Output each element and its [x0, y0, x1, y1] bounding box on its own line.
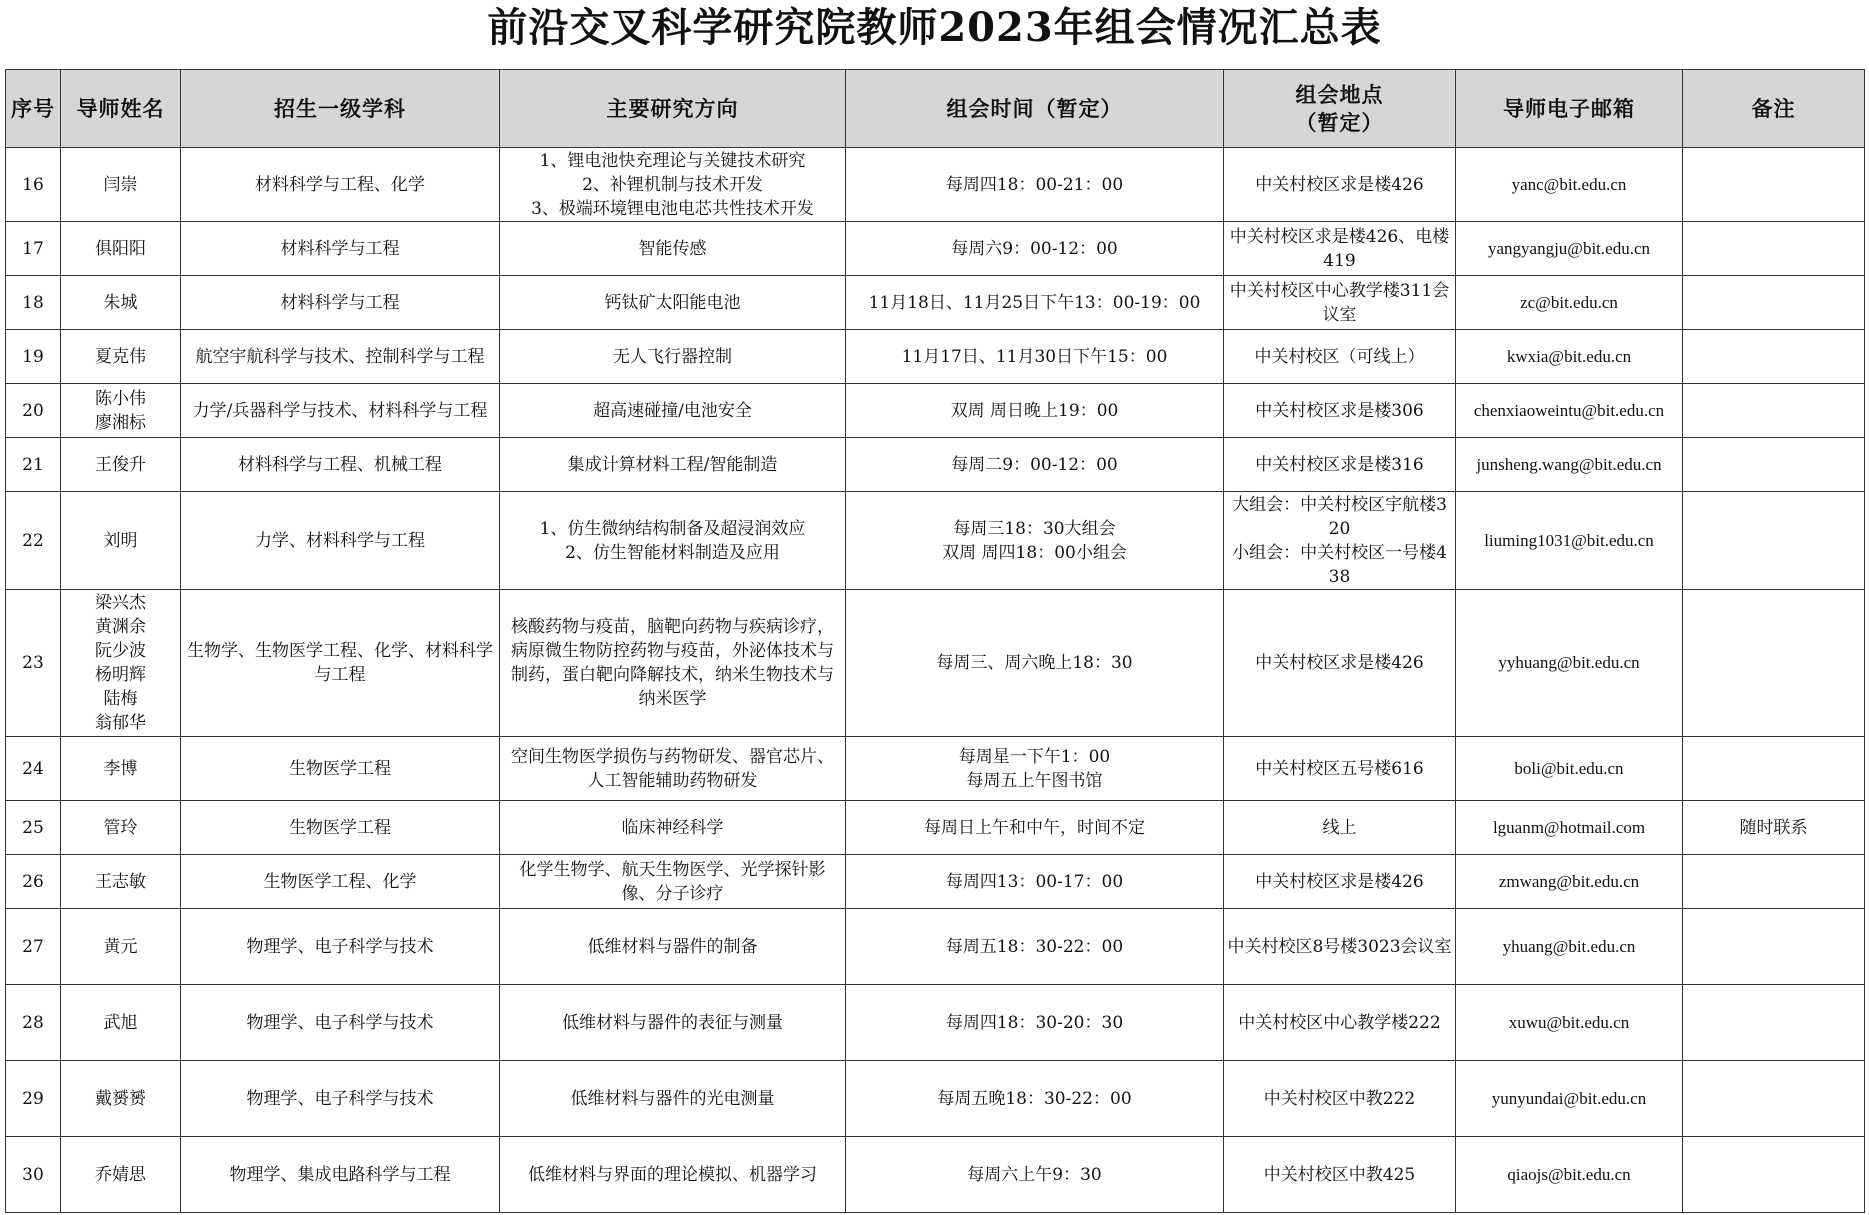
cell-discipline: 物理学、电子科学与技术: [181, 909, 500, 985]
cell-discipline: 物理学、电子科学与技术: [181, 985, 500, 1061]
cell-name: 闫崇: [61, 148, 181, 222]
table-row: [6, 1137, 1865, 1213]
cell-time: 每周星一下午1：00 每周五上午图书馆: [846, 737, 1224, 801]
cell-note: [1683, 384, 1865, 438]
table-row: [6, 590, 1865, 737]
cell-time: 每周四13：00-17：00: [846, 855, 1224, 909]
table-row: [6, 330, 1865, 384]
cell-time: 双周 周日晚上19：00: [846, 384, 1224, 438]
summary-table: [5, 69, 1865, 1213]
cell-research: 智能传感: [500, 222, 846, 276]
cell-place: 中关村校区中教425: [1224, 1137, 1456, 1213]
cell-name: 戴赟赟: [61, 1061, 181, 1137]
cell-email: zc@bit.edu.cn: [1456, 276, 1683, 330]
cell-discipline: 生物学、生物医学工程、化学、材料科学与工程: [181, 590, 500, 737]
cell-name: 管玲: [61, 801, 181, 855]
cell-email: yyhuang@bit.edu.cn: [1456, 590, 1683, 737]
cell-discipline: 材料科学与工程、化学: [181, 148, 500, 222]
header-place: 组会地点 （暂定）: [1224, 70, 1456, 148]
cell-no: 18: [6, 276, 61, 330]
cell-no: 26: [6, 855, 61, 909]
cell-note: [1683, 330, 1865, 384]
cell-research: 临床神经科学: [500, 801, 846, 855]
cell-place: 中关村校区中教222: [1224, 1061, 1456, 1137]
cell-no: 21: [6, 438, 61, 492]
cell-discipline: 材料科学与工程、机械工程: [181, 438, 500, 492]
cell-place: 中关村校区8号楼3023会议室: [1224, 909, 1456, 985]
cell-research: 超高速碰撞/电池安全: [500, 384, 846, 438]
cell-note: [1683, 590, 1865, 737]
cell-discipline: 材料科学与工程: [181, 276, 500, 330]
cell-time: 每周五18：30-22：00: [846, 909, 1224, 985]
page-title: 前沿交叉科学研究院教师2023年组会情况汇总表: [487, 4, 1382, 51]
cell-time: 每周日上午和中午，时间不定: [846, 801, 1224, 855]
table-row: [6, 909, 1865, 985]
cell-place: 中关村校区求是楼426、电楼419: [1224, 222, 1456, 276]
cell-place: 中关村校区求是楼306: [1224, 384, 1456, 438]
cell-discipline: 力学/兵器科学与技术、材料科学与工程: [181, 384, 500, 438]
table-row: [6, 438, 1865, 492]
table-row: [6, 492, 1865, 590]
cell-place: 中关村校区（可线上）: [1224, 330, 1456, 384]
cell-research: 无人飞行器控制: [500, 330, 846, 384]
table-row: [6, 985, 1865, 1061]
cell-no: 24: [6, 737, 61, 801]
header-name: 导师姓名: [61, 70, 181, 148]
cell-discipline: 生物医学工程、化学: [181, 855, 500, 909]
cell-name: 乔婧思: [61, 1137, 181, 1213]
cell-no: 29: [6, 1061, 61, 1137]
header-email: 导师电子邮箱: [1456, 70, 1683, 148]
cell-time: 11月18日、11月25日下午13：00-19：00: [846, 276, 1224, 330]
cell-no: 23: [6, 590, 61, 737]
cell-note: [1683, 276, 1865, 330]
cell-no: 19: [6, 330, 61, 384]
cell-place: 中关村校区求是楼426: [1224, 148, 1456, 222]
cell-time: 每周四18：30-20：30: [846, 985, 1224, 1061]
cell-name: 陈小伟 廖湘标: [61, 384, 181, 438]
cell-email: lguanm@hotmail.com: [1456, 801, 1683, 855]
table-row: [6, 148, 1865, 222]
header-research: 主要研究方向: [500, 70, 846, 148]
cell-place: 中关村校区中心教学楼311会议室: [1224, 276, 1456, 330]
cell-no: 30: [6, 1137, 61, 1213]
cell-note: [1683, 1061, 1865, 1137]
cell-place: 中关村校区求是楼426: [1224, 855, 1456, 909]
cell-time: 每周二9：00-12：00: [846, 438, 1224, 492]
cell-discipline: 材料科学与工程: [181, 222, 500, 276]
cell-email: boli@bit.edu.cn: [1456, 737, 1683, 801]
cell-research: 集成计算材料工程/智能制造: [500, 438, 846, 492]
cell-research: 化学生物学、航天生物医学、光学探针影像、分子诊疗: [500, 855, 846, 909]
table-row: [6, 222, 1865, 276]
cell-email: junsheng.wang@bit.edu.cn: [1456, 438, 1683, 492]
cell-time: 每周六上午9：30: [846, 1137, 1224, 1213]
cell-place: 中关村校区五号楼616: [1224, 737, 1456, 801]
cell-place: 大组会：中关村校区宇航楼320 小组会：中关村校区一号楼438: [1224, 492, 1456, 590]
cell-time: 每周三、周六晚上18：30: [846, 590, 1224, 737]
cell-time: 11月17日、11月30日下午15：00: [846, 330, 1224, 384]
cell-email: xuwu@bit.edu.cn: [1456, 985, 1683, 1061]
cell-discipline: 物理学、电子科学与技术: [181, 1061, 500, 1137]
cell-research: 低维材料与器件的表征与测量: [500, 985, 846, 1061]
cell-email: yunyundai@bit.edu.cn: [1456, 1061, 1683, 1137]
cell-note: [1683, 492, 1865, 590]
cell-note: 随时联系: [1683, 801, 1865, 855]
cell-no: 20: [6, 384, 61, 438]
cell-no: 27: [6, 909, 61, 985]
cell-place: 中关村校区求是楼426: [1224, 590, 1456, 737]
cell-research: 低维材料与器件的制备: [500, 909, 846, 985]
cell-discipline: 生物医学工程: [181, 737, 500, 801]
cell-research: 1、仿生微纳结构制备及超浸润效应 2、仿生智能材料制造及应用: [500, 492, 846, 590]
header-row: [6, 70, 1865, 148]
cell-time: 每周三18：30大组会 双周 周四18：00小组会: [846, 492, 1224, 590]
cell-email: chenxiaoweintu@bit.edu.cn: [1456, 384, 1683, 438]
table-row: [6, 801, 1865, 855]
cell-no: 16: [6, 148, 61, 222]
table-row: [6, 737, 1865, 801]
cell-place: 中关村校区中心教学楼222: [1224, 985, 1456, 1061]
cell-note: [1683, 1137, 1865, 1213]
cell-discipline: 生物医学工程: [181, 801, 500, 855]
cell-note: [1683, 148, 1865, 222]
cell-research: 低维材料与界面的理论模拟、机器学习: [500, 1137, 846, 1213]
cell-note: [1683, 438, 1865, 492]
cell-email: kwxia@bit.edu.cn: [1456, 330, 1683, 384]
cell-name: 黄元: [61, 909, 181, 985]
cell-no: 25: [6, 801, 61, 855]
header-note: 备注: [1683, 70, 1865, 148]
cell-name: 武旭: [61, 985, 181, 1061]
cell-note: [1683, 909, 1865, 985]
cell-research: 低维材料与器件的光电测量: [500, 1061, 846, 1137]
cell-note: [1683, 985, 1865, 1061]
table-row: [6, 855, 1865, 909]
cell-discipline: 航空宇航科学与技术、控制科学与工程: [181, 330, 500, 384]
cell-name: 王志敏: [61, 855, 181, 909]
cell-research: 1、锂电池快充理论与关键技术研究 2、补锂机制与技术开发 3、极端环境锂电池电芯共性技术开发: [500, 148, 846, 222]
cell-research: 钙钛矿太阳能电池: [500, 276, 846, 330]
header-no: 序号: [6, 70, 61, 148]
cell-name: 夏克伟: [61, 330, 181, 384]
table-row: [6, 1061, 1865, 1137]
cell-note: [1683, 855, 1865, 909]
cell-name: 李博: [61, 737, 181, 801]
table-row: [6, 276, 1865, 330]
cell-place: 中关村校区求是楼316: [1224, 438, 1456, 492]
cell-no: 28: [6, 985, 61, 1061]
header-discipline: 招生一级学科: [181, 70, 500, 148]
cell-name: 刘明: [61, 492, 181, 590]
cell-time: 每周四18：00-21：00: [846, 148, 1224, 222]
cell-email: yanc@bit.edu.cn: [1456, 148, 1683, 222]
cell-email: liuming1031@bit.edu.cn: [1456, 492, 1683, 590]
cell-research: 核酸药物与疫苗，脑靶向药物与疾病诊疗，病原微生物防控药物与疫苗，外泌体技术与制药，蛋白靶向降解技术，纳米生物技术与纳米医学: [500, 590, 846, 737]
cell-discipline: 物理学、集成电路科学与工程: [181, 1137, 500, 1213]
cell-discipline: 力学、材料科学与工程: [181, 492, 500, 590]
table-row: [6, 384, 1865, 438]
cell-no: 22: [6, 492, 61, 590]
header-time: 组会时间（暂定）: [846, 70, 1224, 148]
cell-note: [1683, 222, 1865, 276]
cell-place: 线上: [1224, 801, 1456, 855]
cell-name: 朱城: [61, 276, 181, 330]
cell-time: 每周六9：00-12：00: [846, 222, 1224, 276]
cell-name: 梁兴杰 黄渊余 阮少波 杨明辉 陆梅 翁郁华: [61, 590, 181, 737]
cell-email: zmwang@bit.edu.cn: [1456, 855, 1683, 909]
cell-email: qiaojs@bit.edu.cn: [1456, 1137, 1683, 1213]
cell-note: [1683, 737, 1865, 801]
cell-email: yangyangju@bit.edu.cn: [1456, 222, 1683, 276]
cell-name: 王俊升: [61, 438, 181, 492]
cell-no: 17: [6, 222, 61, 276]
cell-research: 空间生物医学损伤与药物研发、器官芯片、人工智能辅助药物研发: [500, 737, 846, 801]
cell-time: 每周五晚18：30-22：00: [846, 1061, 1224, 1137]
cell-name: 俱阳阳: [61, 222, 181, 276]
cell-email: yhuang@bit.edu.cn: [1456, 909, 1683, 985]
